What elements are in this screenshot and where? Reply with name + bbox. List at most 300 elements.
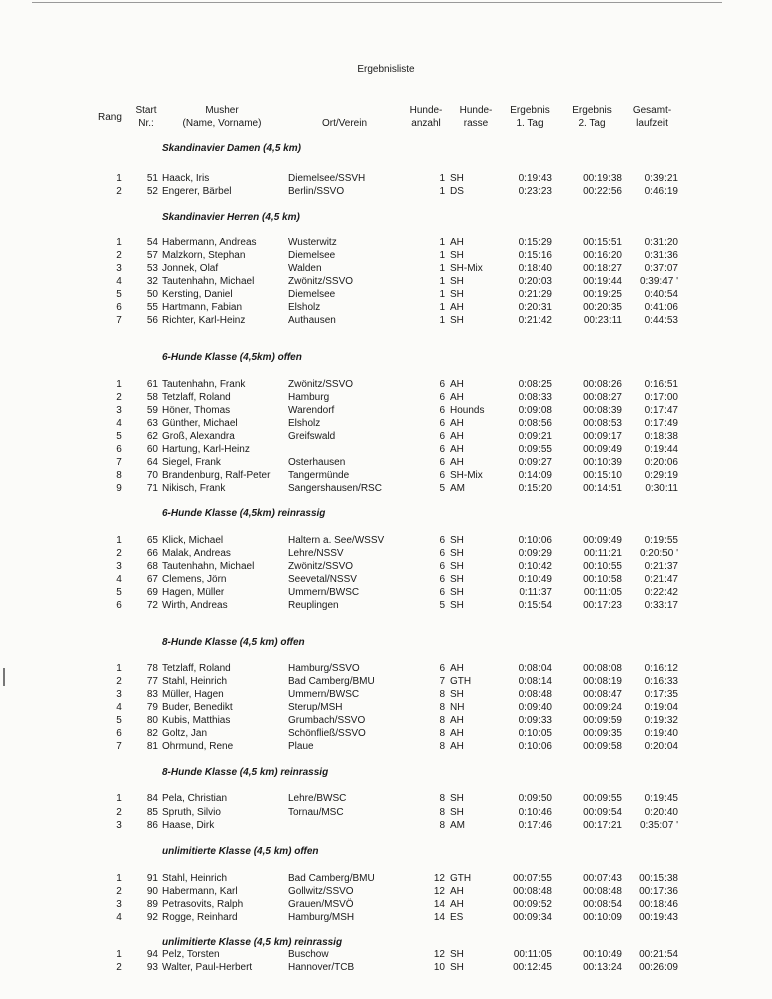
hunde-rasse: SH	[450, 315, 464, 326]
gesamtlaufzeit: 0:39:21	[644, 173, 678, 184]
musher-name: Buder, Benedikt	[162, 702, 233, 713]
hunde-rasse: SH-Mix	[450, 470, 483, 481]
hunde-anzahl: 8	[439, 820, 445, 831]
ergebnis-tag1: 00:08:48	[513, 886, 552, 897]
hunde-anzahl: 8	[439, 741, 445, 752]
hunde-anzahl: 8	[439, 702, 445, 713]
rang: 2	[116, 886, 122, 897]
musher-name: Günther, Michael	[162, 418, 238, 429]
start-nr: 61	[146, 379, 158, 390]
start-nr: 71	[146, 483, 158, 494]
start-nr: 79	[146, 702, 158, 713]
hunde-anzahl: 6	[439, 457, 445, 468]
start-nr: 92	[146, 912, 158, 923]
ergebnis-tag1: 0:11:37	[519, 587, 552, 598]
ort-verein: Diemelsee/SSVH	[288, 173, 366, 184]
start-nr: 57	[146, 250, 158, 261]
ergebnis-tag2: 00:08:39	[583, 405, 622, 416]
musher-name: Hartung, Karl-Heinz	[162, 444, 250, 455]
ergebnis-tag1: 00:09:34	[513, 912, 552, 923]
result-row	[0, 456, 772, 469]
ort-verein: Grauen/MSVÖ	[288, 899, 354, 910]
ort-verein: Grumbach/SSVO	[288, 715, 366, 726]
rang: 5	[116, 431, 122, 442]
hunde-rasse: ES	[450, 912, 464, 923]
start-nr: 93	[146, 962, 158, 973]
result-row	[0, 688, 772, 701]
ort-verein: Diemelsee	[288, 250, 336, 261]
hunde-rasse: SH	[450, 289, 464, 300]
ergebnis-tag1: 00:07:55	[513, 873, 552, 884]
rang: 1	[116, 793, 122, 804]
ergebnis-tag2: 00:10:09	[583, 912, 622, 923]
start-nr: 59	[146, 405, 158, 416]
ergebnis-tag2: 00:11:05	[583, 587, 622, 598]
ort-verein: Hamburg/SSVO	[288, 663, 360, 674]
section-title: 6-Hunde Klasse (4,5km) reinrassig	[162, 508, 326, 519]
ort-verein: Gollwitz/SSVO	[288, 886, 354, 897]
ergebnis-tag2: 00:19:38	[583, 173, 622, 184]
gesamtlaufzeit: 0:17:35	[644, 689, 678, 700]
rang: 6	[116, 302, 122, 313]
musher-name: Kersting, Daniel	[162, 289, 233, 300]
ergebnis-tag1: 0:09:21	[518, 431, 552, 442]
start-nr: 90	[146, 886, 158, 897]
rang: 2	[116, 392, 122, 403]
gesamtlaufzeit: 0:30:11	[645, 483, 678, 494]
start-nr: 81	[146, 741, 158, 752]
ort-verein: Plaue	[288, 741, 314, 752]
ort-verein: Diemelsee	[288, 289, 336, 300]
gesamtlaufzeit: 0:18:38	[644, 431, 678, 442]
ergebnis-tag1: 0:08:14	[518, 676, 552, 687]
start-nr: 65	[146, 535, 158, 546]
ort-verein: Haltern a. See/WSSV	[288, 535, 385, 546]
musher-name: Engerer, Bärbel	[162, 186, 232, 197]
ergebnis-tag1: 00:11:05	[513, 949, 552, 960]
ergebnis-tag1: 0:09:50	[518, 793, 552, 804]
gesamtlaufzeit: 0:31:36	[644, 250, 678, 261]
musher-name: Brandenburg, Ralf-Peter	[162, 470, 271, 481]
result-row	[0, 301, 772, 314]
ergebnis-tag2: 00:08:08	[583, 663, 622, 674]
ergebnis-tag2: 00:08:54	[583, 899, 622, 910]
rang: 7	[116, 315, 122, 326]
ort-verein: Warendorf	[288, 405, 335, 416]
gesamtlaufzeit: 00:18:46	[639, 899, 678, 910]
rang: 3	[116, 899, 122, 910]
section-title: Skandinavier Herren (4,5 km)	[162, 212, 300, 223]
start-nr: 32	[146, 276, 158, 287]
rang: 4	[116, 574, 122, 585]
ort-verein: Seevetal/NSSV	[288, 574, 357, 585]
musher-name: Kubis, Matthias	[162, 715, 231, 726]
rang: 3	[116, 820, 122, 831]
musher-name: Tetzlaff, Roland	[162, 392, 231, 403]
result-row	[0, 586, 772, 599]
ergebnis-tag2: 00:08:27	[583, 392, 622, 403]
ergebnis-tag2: 00:09:59	[583, 715, 622, 726]
gesamtlaufzeit: 00:21:54	[639, 949, 678, 960]
musher-name: Walter, Paul-Herbert	[162, 962, 253, 973]
page-title: Ergebnisliste	[357, 64, 415, 75]
rang: 1	[116, 237, 122, 248]
result-row	[0, 792, 772, 805]
ergebnis-tag1: 0:23:23	[518, 186, 552, 197]
hunde-rasse: AH	[450, 379, 464, 390]
hunde-anzahl: 1	[439, 276, 445, 287]
ergebnis-tag2: 00:09:55	[583, 793, 622, 804]
hunde-rasse: GTH	[450, 676, 472, 687]
musher-name: Pelz, Torsten	[162, 949, 220, 960]
ergebnis-tag2: 00:18:27	[583, 263, 622, 274]
ort-verein: Schönfließ/SSVO	[288, 728, 366, 739]
ergebnis-tag2: 00:16:20	[583, 250, 622, 261]
ergebnis-tag2: 00:15:51	[583, 237, 622, 248]
header-gesamt-line1: Gesamt-	[632, 105, 672, 116]
hunde-anzahl: 8	[439, 807, 445, 818]
ort-verein: Buschow	[288, 949, 329, 960]
header-ort: Ort/Verein	[322, 118, 368, 129]
rang: 4	[116, 702, 122, 713]
musher-name: Höner, Thomas	[162, 405, 231, 416]
result-row	[0, 740, 772, 753]
gesamtlaufzeit: 0:31:20	[644, 237, 678, 248]
ergebnis-tag1: 00:12:45	[513, 962, 552, 973]
hunde-anzahl: 10	[433, 962, 445, 973]
hunde-rasse: AH	[450, 431, 464, 442]
ort-verein: Tornau/MSC	[288, 807, 344, 818]
result-row	[0, 275, 772, 288]
ort-verein: Authausen	[288, 315, 336, 326]
result-row	[0, 560, 772, 573]
section-title: 6-Hunde Klasse (4,5km) offen	[162, 352, 302, 363]
start-nr: 50	[146, 289, 158, 300]
gesamtlaufzeit: 0:17:49	[644, 418, 678, 429]
gesamtlaufzeit: 0:17:00	[644, 392, 678, 403]
ergebnis-tag1: 00:09:52	[513, 899, 552, 910]
hunde-rasse: SH-Mix	[450, 263, 483, 274]
gesamtlaufzeit: 0:17:47	[644, 405, 678, 416]
hunde-anzahl: 1	[439, 186, 445, 197]
gesamtlaufzeit: 0:29:19	[644, 470, 678, 481]
ergebnis-tag2: 00:09:24	[583, 702, 622, 713]
ergebnis-tag1: 0:08:33	[518, 392, 552, 403]
start-nr: 83	[146, 689, 158, 700]
rang: 6	[116, 444, 122, 455]
ergebnis-tag2: 00:14:51	[583, 483, 622, 494]
ergebnis-tag2: 00:17:21	[583, 820, 622, 831]
gesamtlaufzeit: 00:19:43	[639, 912, 678, 923]
start-nr: 58	[146, 392, 158, 403]
musher-name: Haack, Iris	[162, 173, 210, 184]
ort-verein: Zwönitz/SSVO	[288, 561, 354, 572]
hunde-rasse: SH	[450, 276, 464, 287]
start-nr: 52	[146, 186, 158, 197]
start-nr: 86	[146, 820, 158, 831]
rang: 5	[116, 289, 122, 300]
gesamtlaufzeit: 0:19:32	[644, 715, 678, 726]
result-row	[0, 573, 772, 586]
result-row	[0, 443, 772, 456]
musher-name: Nikisch, Frank	[162, 483, 226, 494]
ort-verein: Walden	[288, 263, 322, 274]
hunde-rasse: SH	[450, 587, 464, 598]
header-rang: Rang	[98, 112, 122, 123]
hunde-rasse: AH	[450, 237, 464, 248]
start-nr: 64	[146, 457, 158, 468]
ergebnis-tag2: 00:19:25	[583, 289, 622, 300]
result-row	[0, 948, 772, 961]
ergebnis-tag1: 0:08:04	[518, 663, 552, 674]
hunde-rasse: GTH	[450, 873, 472, 884]
start-nr: 69	[146, 587, 158, 598]
musher-name: Pela, Christian	[162, 793, 228, 804]
section-title: 8-Hunde Klasse (4,5 km) reinrassig	[162, 767, 329, 778]
result-row	[0, 675, 772, 688]
result-row	[0, 872, 772, 885]
ergebnis-tag1: 0:08:48	[518, 689, 552, 700]
ergebnis-tag1: 0:08:25	[518, 379, 552, 390]
gesamtlaufzeit: 00:17:36	[639, 886, 678, 897]
hunde-rasse: AH	[450, 444, 464, 455]
hunde-rasse: Hounds	[450, 405, 485, 416]
ort-verein: Tangermünde	[288, 470, 350, 481]
section-title: unlimitierte Klasse (4,5 km) offen	[162, 846, 319, 857]
hunde-anzahl: 6	[439, 587, 445, 598]
rang: 8	[116, 470, 122, 481]
rang: 7	[116, 457, 122, 468]
hunde-anzahl: 5	[439, 483, 445, 494]
header-rasse-line1: Hunde-	[459, 105, 493, 116]
hunde-anzahl: 8	[439, 793, 445, 804]
header-start-line1: Start	[135, 105, 157, 116]
ergebnis-tag2: 00:09:49	[583, 535, 622, 546]
hunde-anzahl: 12	[433, 886, 445, 897]
gesamtlaufzeit: 0:16:51	[644, 379, 678, 390]
gesamtlaufzeit: 0:19:55	[644, 535, 678, 546]
ergebnis-tag1: 0:15:54	[518, 600, 552, 611]
header-start-line2: Nr.:	[138, 118, 154, 129]
hunde-rasse: AH	[450, 899, 464, 910]
ergebnis-tag2: 00:22:56	[583, 186, 622, 197]
header-tag2-line1: Ergebnis	[572, 105, 612, 116]
hunde-anzahl: 7	[439, 676, 445, 687]
rang: 4	[116, 276, 122, 287]
ort-verein: Lehre/NSSV	[288, 548, 344, 559]
hunde-anzahl: 14	[433, 912, 445, 923]
rang: 4	[116, 912, 122, 923]
ergebnis-tag1: 0:09:55	[518, 444, 552, 455]
header-anzahl-line2: anzahl	[411, 118, 441, 129]
hunde-rasse: SH	[450, 574, 464, 585]
result-row	[0, 714, 772, 727]
ort-verein: Bad Camberg/BMU	[288, 873, 375, 884]
ergebnis-tag1: 0:10:49	[518, 574, 552, 585]
rang: 1	[116, 173, 122, 184]
rang: 5	[116, 587, 122, 598]
hunde-rasse: NH	[450, 702, 465, 713]
hunde-rasse: SH	[450, 600, 464, 611]
ergebnis-tag2: 00:10:55	[583, 561, 622, 572]
ergebnis-tag1: 0:09:33	[518, 715, 552, 726]
hunde-anzahl: 1	[439, 289, 445, 300]
musher-name: Tetzlaff, Roland	[162, 663, 231, 674]
result-row	[0, 404, 772, 417]
hunde-rasse: SH	[450, 173, 464, 184]
hunde-anzahl: 8	[439, 715, 445, 726]
result-row	[0, 430, 772, 443]
result-row	[0, 417, 772, 430]
gesamtlaufzeit: 0:19:44	[644, 444, 678, 455]
hunde-anzahl: 12	[433, 949, 445, 960]
start-nr: 89	[146, 899, 158, 910]
hunde-anzahl: 6	[439, 470, 445, 481]
ergebnis-tag1: 0:09:08	[518, 405, 552, 416]
ort-verein: Ummern/BWSC	[288, 689, 360, 700]
musher-name: Haase, Dirk	[162, 820, 215, 831]
gesamtlaufzeit: 0:19:40	[644, 728, 678, 739]
ort-verein: Sangershausen/RSC	[288, 483, 382, 494]
hunde-anzahl: 1	[439, 302, 445, 313]
header-musher-line1: Musher	[205, 105, 239, 116]
hunde-anzahl: 6	[439, 379, 445, 390]
rang: 2	[116, 250, 122, 261]
rang: 4	[116, 418, 122, 429]
ergebnis-tag2: 00:07:43	[583, 873, 622, 884]
gesamtlaufzeit: 0:19:45	[644, 793, 678, 804]
result-row	[0, 314, 772, 327]
ergebnis-tag1: 0:21:42	[518, 315, 552, 326]
start-nr: 54	[146, 237, 158, 248]
ergebnis-tag1: 0:20:31	[518, 302, 552, 313]
ort-verein: Hamburg	[288, 392, 330, 403]
ergebnis-tag1: 0:08:56	[518, 418, 552, 429]
start-nr: 70	[146, 470, 158, 481]
hunde-rasse: SH	[450, 535, 464, 546]
musher-name: Malak, Andreas	[162, 548, 231, 559]
hunde-rasse: AH	[450, 457, 464, 468]
ergebnis-tag2: 00:20:35	[583, 302, 622, 313]
ort-verein: Greifswald	[288, 431, 336, 442]
hunde-rasse: AH	[450, 392, 464, 403]
start-nr: 80	[146, 715, 158, 726]
ergebnis-tag2: 00:10:49	[583, 949, 622, 960]
gesamtlaufzeit: 0:21:37	[644, 561, 678, 572]
hunde-rasse: SH	[450, 807, 464, 818]
header-tag2-line2: 2. Tag	[578, 118, 606, 129]
ort-verein: Osterhausen	[288, 457, 346, 468]
ort-verein: Hamburg/MSH	[288, 912, 355, 923]
gesamtlaufzeit: 0:22:42	[644, 587, 678, 598]
section-title: unlimitierte Klasse (4,5 km) reinrassig	[162, 937, 343, 948]
ergebnis-tag1: 0:10:06	[518, 535, 552, 546]
musher-name: Tautenhahn, Michael	[162, 561, 255, 572]
start-nr: 60	[146, 444, 158, 455]
gesamtlaufzeit: 0:37:07	[644, 263, 678, 274]
result-row	[0, 236, 772, 249]
hunde-anzahl: 8	[439, 728, 445, 739]
start-nr: 84	[146, 793, 158, 804]
result-row	[0, 262, 772, 275]
hunde-rasse: AH	[450, 741, 464, 752]
header-tag1-line2: 1. Tag	[516, 118, 544, 129]
ergebnis-tag2: 00:15:10	[583, 470, 622, 481]
hunde-rasse: AM	[450, 820, 465, 831]
start-nr: 67	[146, 574, 158, 585]
ergebnis-tag1: 0:10:42	[518, 561, 552, 572]
ergebnis-tag1: 0:15:29	[518, 237, 552, 248]
header-rasse-line2: rasse	[463, 118, 489, 129]
result-row	[0, 547, 772, 560]
result-row	[0, 378, 772, 391]
gesamtlaufzeit: 0:46:19	[644, 186, 678, 197]
hunde-anzahl: 6	[439, 405, 445, 416]
ort-verein: Berlin/SSVO	[288, 186, 345, 197]
rang: 5	[116, 715, 122, 726]
ergebnis-tag1: 0:10:46	[518, 807, 552, 818]
hunde-rasse: SH	[450, 962, 464, 973]
ort-verein: Zwönitz/SSVO	[288, 276, 354, 287]
hunde-rasse: SH	[450, 689, 464, 700]
header-musher-line2: (Name, Vorname)	[182, 118, 262, 129]
gesamtlaufzeit: 0:33:17	[644, 600, 678, 611]
result-row	[0, 185, 772, 198]
musher-name: Rogge, Reinhard	[162, 912, 238, 923]
rang: 6	[116, 600, 122, 611]
gesamtlaufzeit: 00:26:09	[639, 962, 678, 973]
start-nr: 56	[146, 315, 158, 326]
ergebnis-tag1: 0:14:09	[518, 470, 552, 481]
hunde-anzahl: 14	[433, 899, 445, 910]
gesamtlaufzeit: 0:20:06	[644, 457, 678, 468]
hunde-anzahl: 1	[439, 315, 445, 326]
ort-verein: Sterup/MSH	[288, 702, 343, 713]
result-row	[0, 961, 772, 974]
hunde-anzahl: 1	[439, 263, 445, 274]
result-row	[0, 898, 772, 911]
ergebnis-tag2: 00:09:35	[583, 728, 622, 739]
rang: 6	[116, 728, 122, 739]
hunde-anzahl: 12	[433, 873, 445, 884]
result-row	[0, 819, 772, 832]
rang: 2	[116, 962, 122, 973]
ergebnis-tag1: 0:10:05	[518, 728, 552, 739]
ergebnis-tag2: 00:08:47	[583, 689, 622, 700]
start-nr: 55	[146, 302, 158, 313]
hunde-anzahl: 6	[439, 548, 445, 559]
musher-name: Spruth, Silvio	[162, 807, 221, 818]
result-row	[0, 391, 772, 404]
ort-verein: Lehre/BWSC	[288, 793, 347, 804]
result-row	[0, 534, 772, 547]
result-row	[0, 249, 772, 262]
rang: 2	[116, 807, 122, 818]
musher-name: Stahl, Heinrich	[162, 676, 228, 687]
gesamtlaufzeit: 0:35:07 '	[639, 820, 678, 831]
hunde-anzahl: 6	[439, 663, 445, 674]
start-nr: 51	[146, 173, 158, 184]
rang: 1	[116, 379, 122, 390]
section-title: 8-Hunde Klasse (4,5 km) offen	[162, 637, 305, 648]
rang: 1	[116, 663, 122, 674]
hunde-anzahl: 6	[439, 431, 445, 442]
result-row	[0, 885, 772, 898]
ergebnis-tag1: 0:09:40	[518, 702, 552, 713]
hunde-anzahl: 6	[439, 535, 445, 546]
ergebnis-tag1: 0:15:16	[518, 250, 552, 261]
header-gesamt-line2: laufzeit	[636, 118, 668, 129]
